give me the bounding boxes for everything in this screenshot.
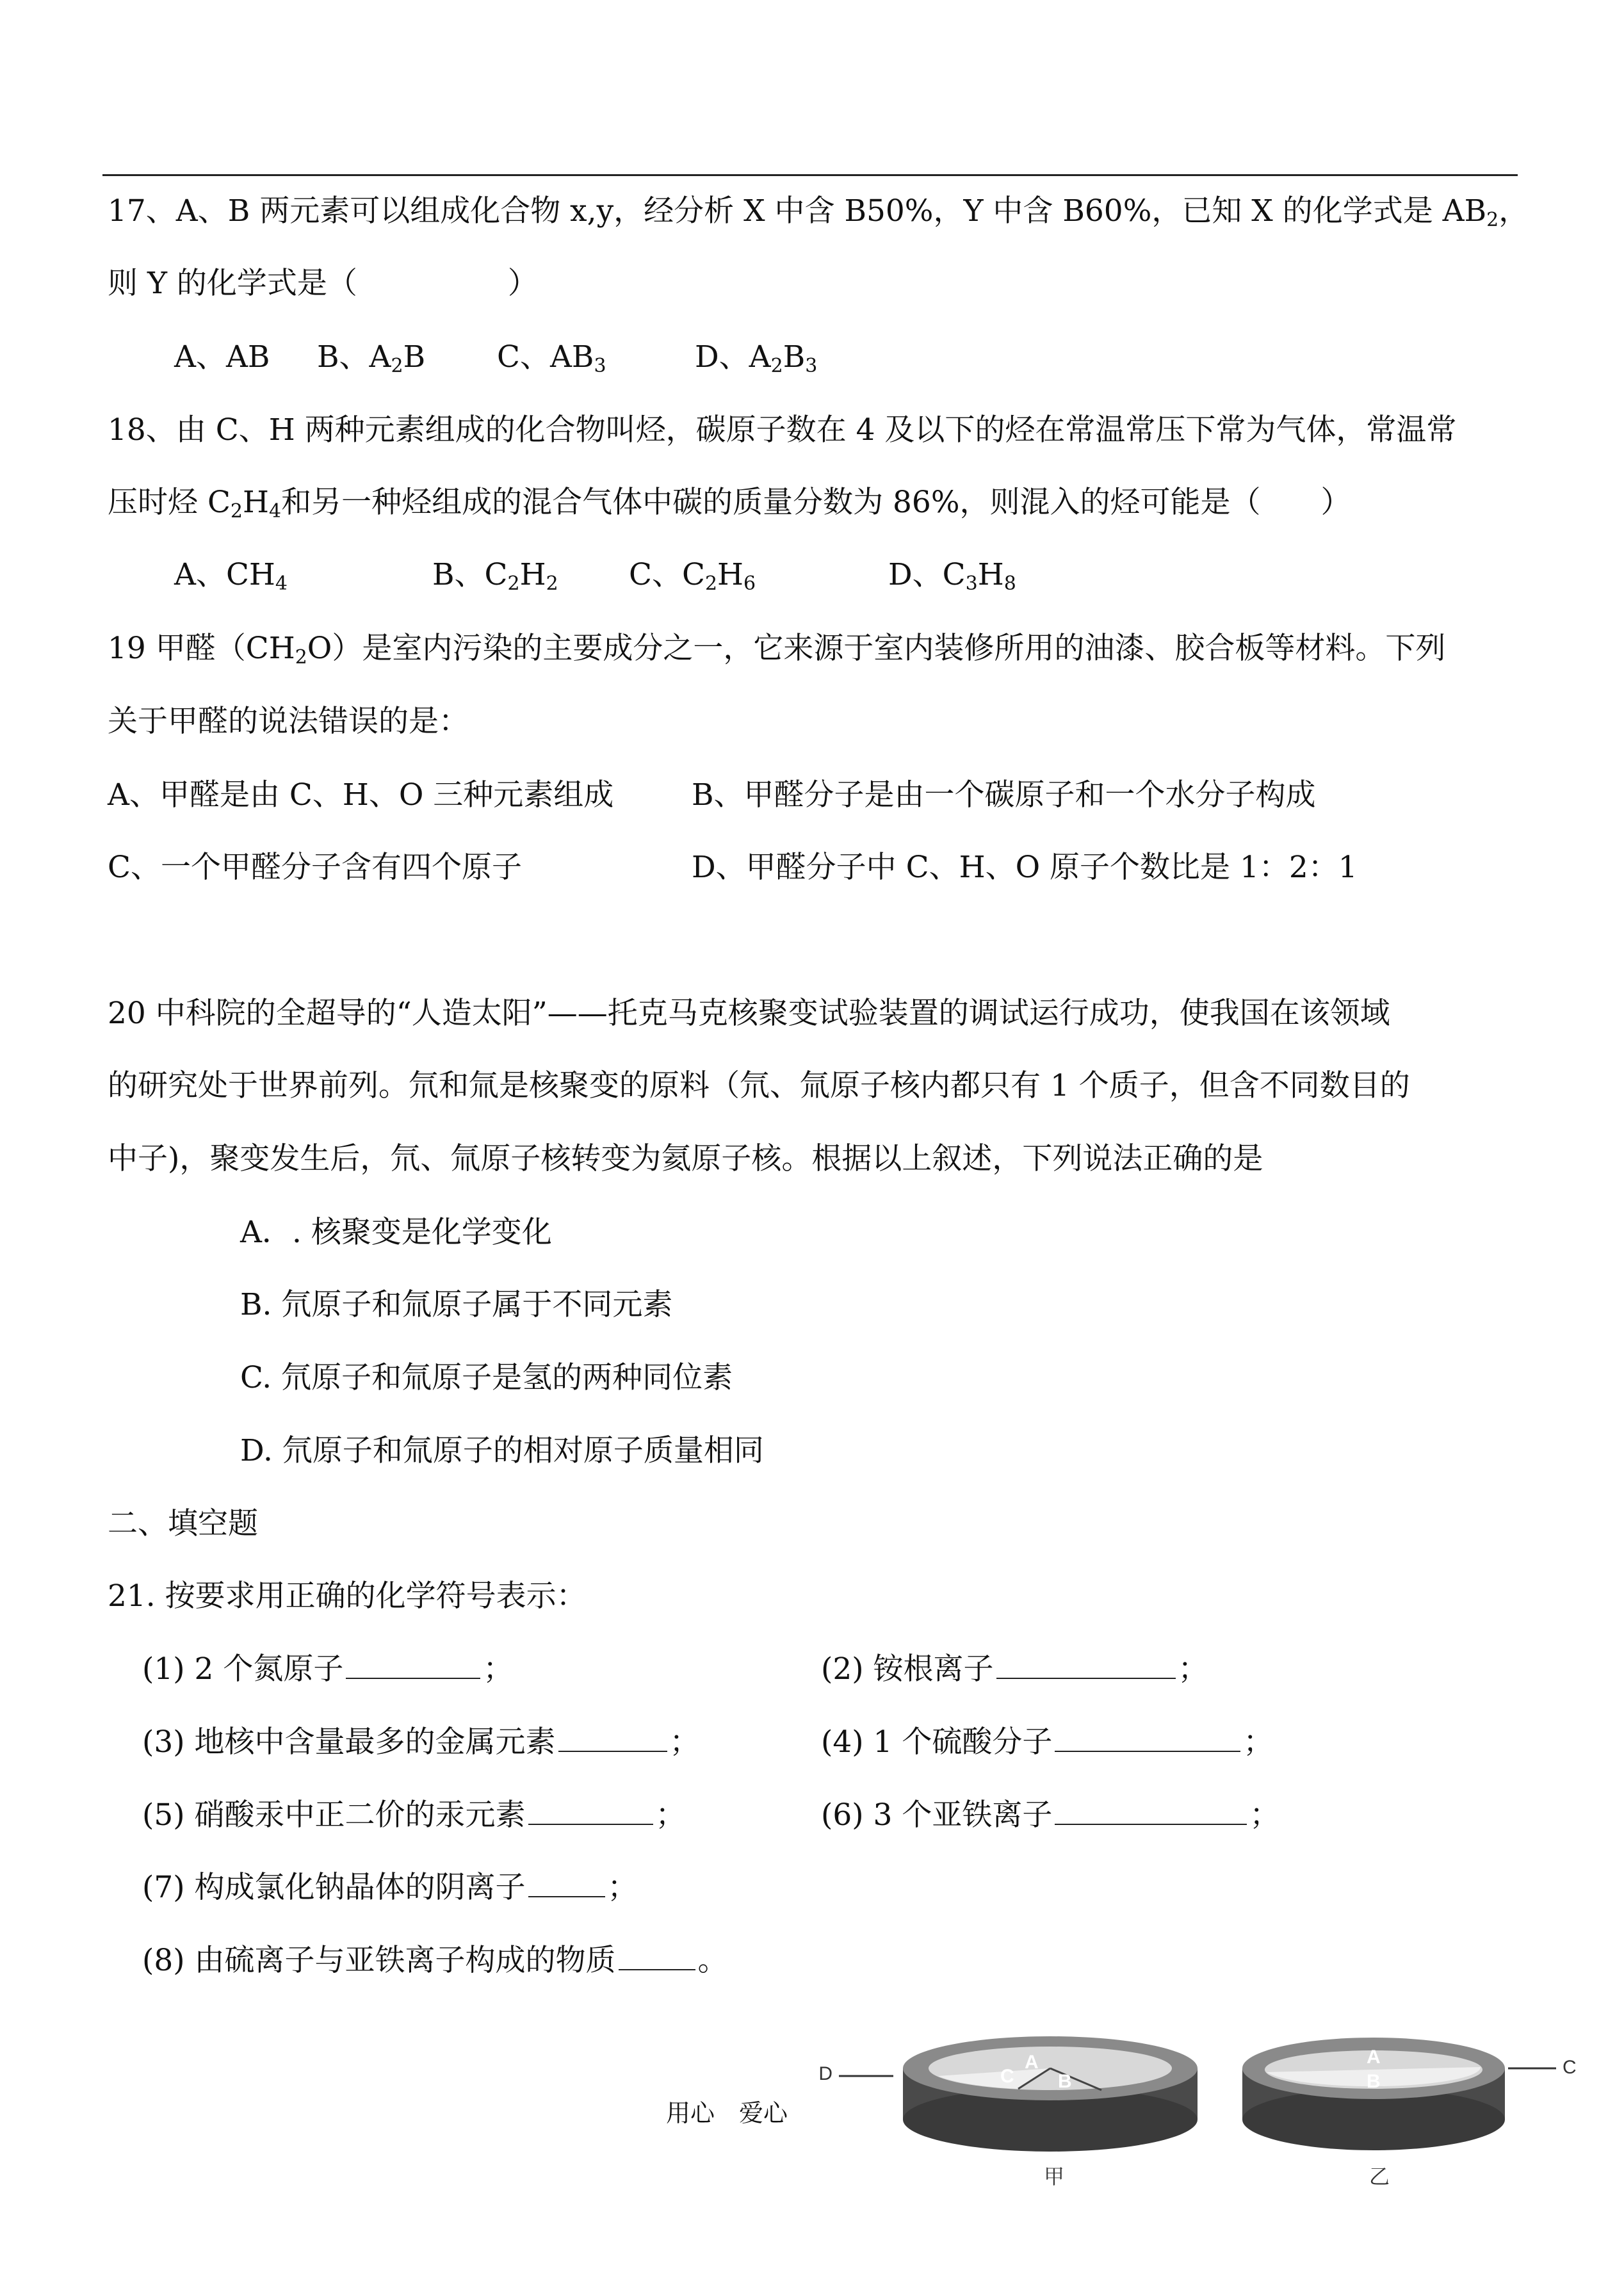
q19-line1: 19 甲醛$(CH_2O)$是室内污染的主要成分之一，它来源于室内装修所用的油漆、胶合板等材料。下列 xyxy=(108,631,1446,669)
q18-option-b: B、$C_2H_2$ xyxy=(432,557,558,595)
answer-blank[interactable] xyxy=(1055,1728,1240,1752)
q20-option-b: B. 氘原子和氚原子属于不同元素 xyxy=(240,1287,673,1322)
disc-jia xyxy=(818,2036,1198,2188)
label-c: C xyxy=(1000,2066,1014,2087)
q21-item-5: (5) 硝酸汞中正二价的汞元素 ； xyxy=(142,1797,686,1833)
caption-yi: 乙 xyxy=(1369,2165,1390,2188)
q17-line2: 则 Y 的化学式是（ ） xyxy=(108,266,538,301)
q20-line2: 的研究处于世界前列。氘和氚是核聚变的原料（氘、氚原子核内都只有 1 个质子，但含不同数目的 xyxy=(108,1068,1410,1103)
caption-jia: 甲 xyxy=(1044,2165,1065,2188)
disc-yi xyxy=(1242,2038,1577,2188)
q21-item-7: (7) 构成氯化钠晶体的阴离子 ； xyxy=(142,1870,638,1905)
answer-blank[interactable] xyxy=(558,1728,667,1752)
q21-item-8: (8) 由硫离子与亚铁离子构成的物质 。 xyxy=(142,1943,728,1978)
label-a: A xyxy=(1025,2052,1039,2073)
label-d: D xyxy=(818,2063,832,2084)
q20-line1: 20 中科院的全超导的“人造太阳”——托克马克核聚变试验装置的调试运行成功，使我国在该领域 xyxy=(108,996,1390,1031)
q19-option-c: C、一个甲醛分子含有四个原子 xyxy=(108,850,522,885)
q19-option-d: D、甲醛分子中 C、H、O 原子个数比是 1：2：1 xyxy=(692,850,1358,885)
q21-item-1: (1) 2 个氮原子 ； xyxy=(142,1651,514,1687)
q17-option-c: C、$AB_3$ xyxy=(497,339,606,377)
q17-option-b: B、$A_2B$ xyxy=(317,339,426,377)
q17-option-a: A、AB xyxy=(174,339,270,375)
q19-option-a: A、甲醛是由 C、H、O 三种元素组成 xyxy=(108,777,614,813)
answer-blank[interactable] xyxy=(528,1801,653,1825)
q21-item-6: (6) 3 个亚铁离子 ； xyxy=(821,1797,1280,1833)
q21-item-4: (4) 1 个硫酸分子 ； xyxy=(821,1724,1274,1760)
top-rule xyxy=(102,174,1518,176)
q18-option-d: D、$C_3H_8$ xyxy=(888,557,1016,595)
q18-option-c: C、$C_2H_6$ xyxy=(629,557,756,595)
q18-line2: 压时烃 $C_2H_4$和另一种烃组成的混合气体中碳的质量分数为 86%，则混入的烃可能是（ ） xyxy=(108,485,1351,523)
label-a: A xyxy=(1367,2047,1381,2068)
q21-item-2: (2) 铵根离子 ； xyxy=(821,1651,1208,1687)
answer-blank[interactable] xyxy=(996,1655,1176,1679)
answer-blank[interactable] xyxy=(528,1873,605,1897)
q17-option-d: D、$A_2B_3$ xyxy=(695,339,818,377)
q18-line1: 18、由 C、H 两种元素组成的化合物叫烃，碳原子数在 4 及以下的烃在常温常压下常为气体，常温常 xyxy=(108,412,1457,448)
q19-line2: 关于甲醛的说法错误的是： xyxy=(108,704,469,739)
section-title: 二、填空题 xyxy=(108,1506,258,1541)
answer-blank[interactable] xyxy=(619,1946,695,1970)
q21-item-3: (3) 地核中含量最多的金属元素 ； xyxy=(142,1724,700,1760)
answer-blank[interactable] xyxy=(346,1655,480,1679)
q19-option-b: B、甲醛分子是由一个碳原子和一个水分子构成 xyxy=(692,777,1316,813)
label-b: B xyxy=(1367,2071,1381,2092)
q18-option-a: A、$CH_4$ xyxy=(174,557,288,595)
q17-line1: 17、A、B 两元素可以组成化合物 x,y，经分析 X 中含 B50%，Y 中含 B60%，已知 X 的化学式是 $AB_2$， xyxy=(108,193,1529,231)
q21-title: 21. 按要求用正确的化学符号表示： xyxy=(108,1578,587,1614)
footer-text: 用心 爱心 xyxy=(666,2099,788,2127)
q20-option-a: A．. 核聚变是化学变化 xyxy=(240,1215,552,1250)
label-b: B xyxy=(1058,2071,1072,2092)
q20-option-d: D. 氘原子和氚原子的相对原子质量相同 xyxy=(240,1433,764,1468)
q20-line3: 中子)，聚变发生后，氘、氚原子核转变为氦原子核。根据以上叙述，下列说法正确的是 xyxy=(108,1141,1263,1176)
q20-option-c: C. 氘原子和氚原子是氢的两种同位素 xyxy=(240,1360,733,1395)
disc-figure xyxy=(818,2004,1588,2196)
answer-blank[interactable] xyxy=(1055,1801,1247,1825)
label-c: C xyxy=(1563,2057,1577,2078)
